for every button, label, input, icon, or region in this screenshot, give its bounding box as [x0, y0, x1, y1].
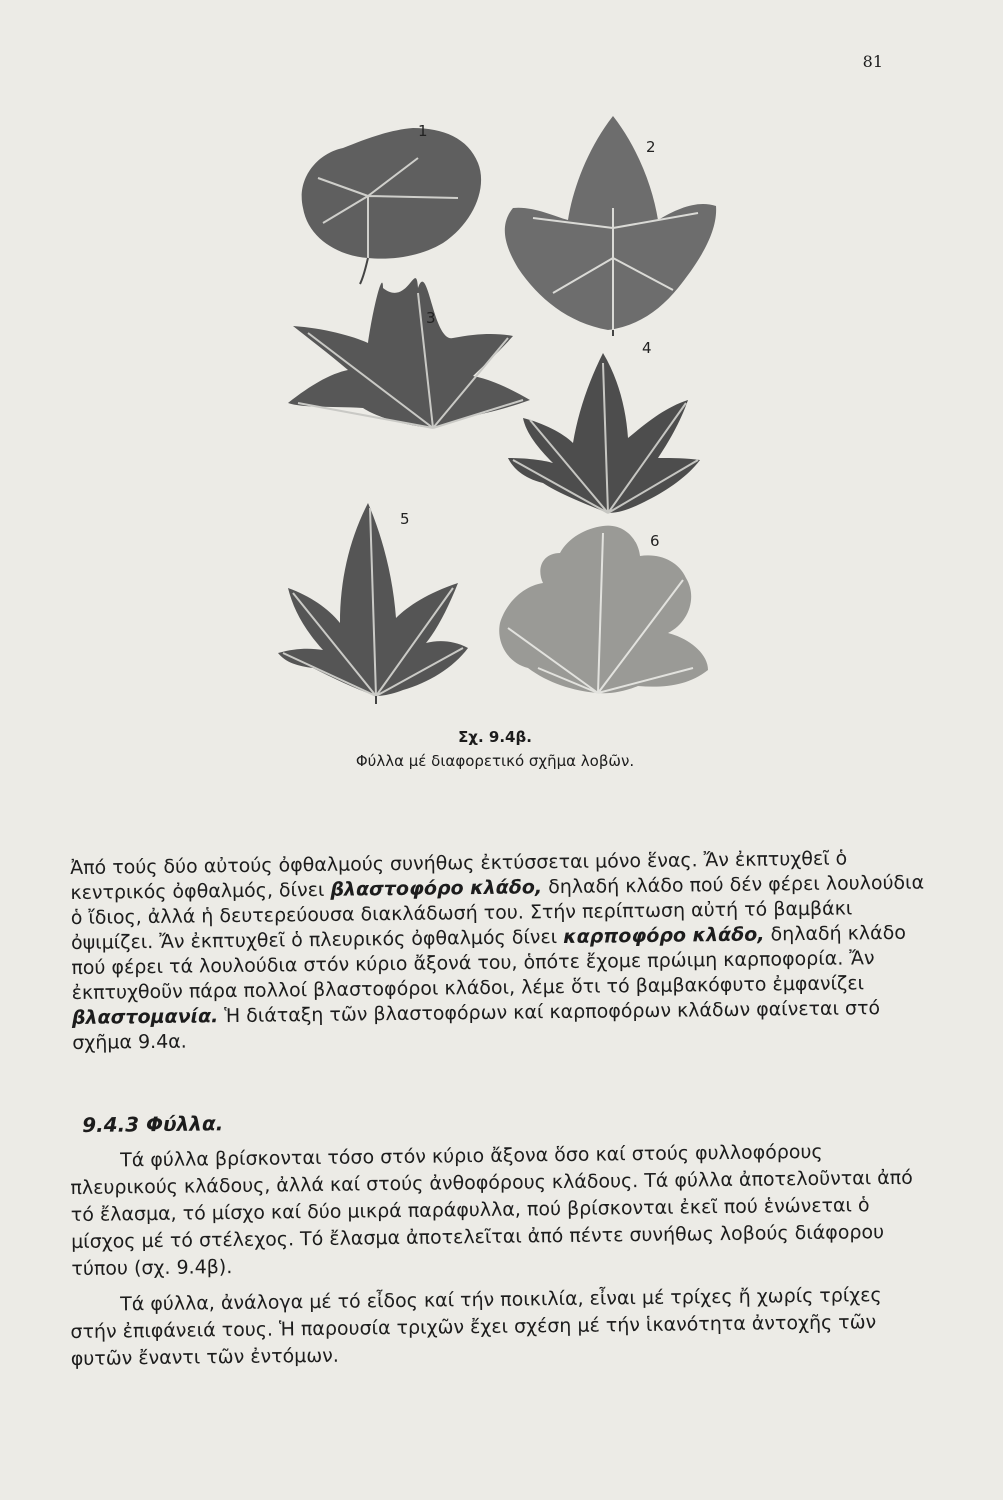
leaf-4-image — [508, 353, 700, 513]
leaf-4-number: 4 — [642, 339, 652, 357]
page-number: 81 — [862, 52, 883, 71]
paragraph1-text-1: Ἀπό τούς δύο αὐτούς ὀφθαλμούς συνήθως ἐκτύσσεται μόνο ἕνας. Ἄν ἐκπτυχθεῖ ὁ κεντρικός ὀφθαλμός, δίνει — [70, 847, 848, 904]
paragraph-leaf-structure: Τά φύλλα βρίσκονται τόσο στόν κύριο ἄξονα ὅσο καί στούς φυλλοφόρους πλευρικούς κλάδους, ἀλλά καί στούς ἀνθοφόρους κλάδους. Τά φύλλα ἀποτελοῦνται ἀπό τό ἔλασμα, τό μίσχο καί δύο μικρά παράφυλλα, πού βρίσκονται ἐκεῖ πού ἑνώνεται ὁ μίσχος μέ τό στέλεχος. Τό ἔλασμα ἀποτελεῖται ἀπό πέντε συνήθως λοβούς διάφορου τύπου (σχ. 9.4β). — [70, 1140, 913, 1280]
paragraph1-text-4: Ἡ διάταξη τῶν βλαστοφόρων καί καρποφόρων κλάδων φαίνεται στό σχῆμα 9.4α. — [72, 997, 881, 1054]
paragraph-shoot-types — [70, 845, 934, 1056]
leaf-6-image — [499, 526, 708, 694]
leaf-3-image — [288, 278, 530, 428]
paragraph1-text-3: δηλαδή κλάδο πού φέρει τά λουλούδια στόν κύριο ἄξονά του, ὁπότε ἔχομε πρώιμη καρποφορία. Ἄν ἐκπτυχθοῦν πάρα πολλοί βλαστοφόροι κλάδοι, λέμε ὅτι τό βαμβακόφυτο ἐμφανίζει — [71, 921, 907, 1004]
leaf-6-number: 6 — [650, 532, 660, 550]
term-fruiting-branch: καρποφόρο κλάδο, — [563, 923, 765, 948]
leaf-5-image — [278, 503, 468, 704]
leaf-2-image — [505, 116, 716, 336]
leaf-5-number: 5 — [400, 510, 410, 528]
leaf-shapes-figure — [268, 108, 738, 718]
term-vegetative-branch: βλαστοφόρο κλάδο, — [330, 876, 543, 901]
leaf-1-image — [302, 128, 481, 284]
leaf-2-number: 2 — [646, 138, 656, 156]
section-heading-leaves: 9.4.3 Φύλλα. — [82, 1111, 224, 1137]
paragraph1-text-2: δηλαδή κλάδο πού δέν φέρει λουλούδια ὁ ἴδιος, ἀλλά ἡ δευτερεύουσα διακλάδωσή του. Στήν περίπτωση αὐτή τό βαμβάκι ὀψιμίζει. Ἄν ἐκπτυχθεῖ ὁ πλευρικός ὀφθαλμός δίνει — [70, 871, 925, 954]
term-excessive-branching: βλαστομανία. — [71, 1005, 219, 1029]
figure-caption-label: Σχ. 9.4β. — [458, 728, 532, 746]
paragraph-leaf-hairs: Τά φύλλα, ἀνάλογα μέ τό εἶδος καί τήν ποικιλία, εἶναι μέ τρίχες ἤ χωρίς τρίχες στήν ἐπιφάνειά τους. Ἡ παρουσία τριχῶν ἔχει σχέση μέ τήν ἱκανότητα ἀντοχῆς τῶν φυτῶν ἔναντι τῶν ἐντόμων. — [70, 1284, 882, 1370]
leaf-1-number: 1 — [418, 122, 428, 140]
figure-caption-text: Φύλλα μέ διαφορετικό σχῆμα λοβῶν. — [355, 752, 635, 770]
leaf-3-number: 3 — [426, 309, 436, 327]
